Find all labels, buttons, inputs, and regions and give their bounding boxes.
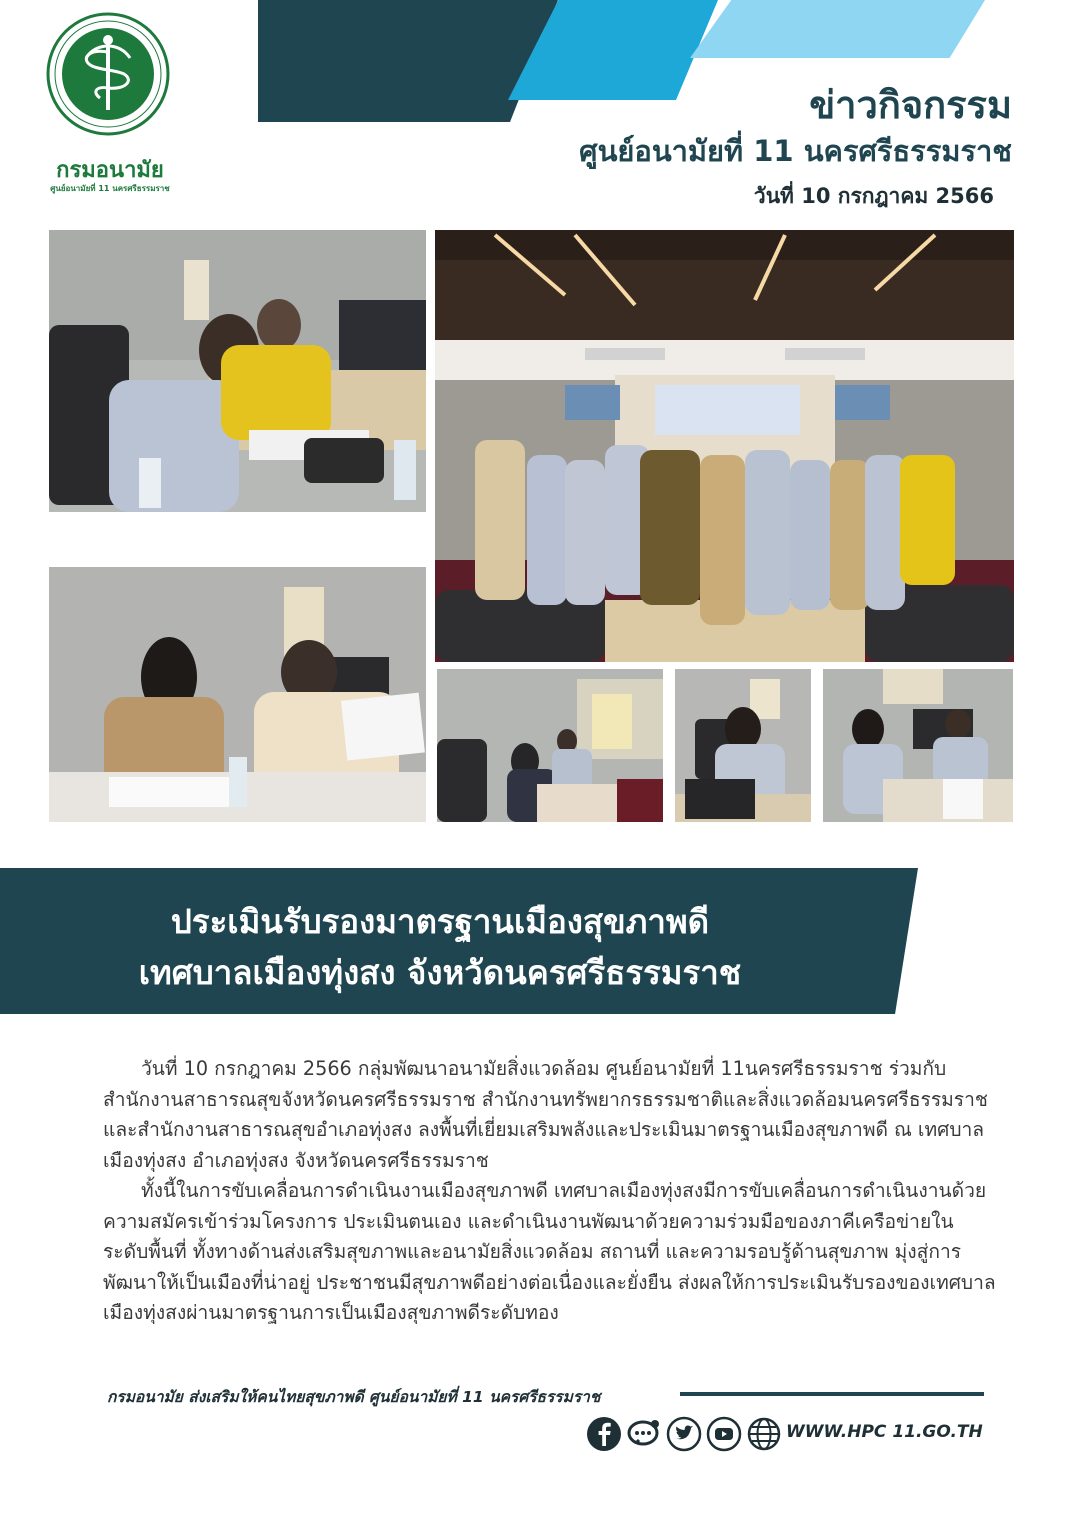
header-band-light <box>690 0 985 58</box>
logo-department-name: กรมอนามัย <box>56 158 164 183</box>
photo-meeting-5 <box>823 669 1013 822</box>
photo-meeting-2 <box>49 567 426 822</box>
youtube-icon[interactable] <box>706 1416 742 1452</box>
website-link[interactable]: WWW.HPC 11.GO.TH <box>786 1422 983 1442</box>
twitter-icon[interactable] <box>666 1416 702 1452</box>
line-icon[interactable] <box>626 1416 662 1452</box>
article-paragraph-2: ทั้งนี้ในการขับเคลื่อนการดำเนินงานเมืองสุขภาพดี เทศบาลเมืองทุ่งสงมีการขับเคลื่อนการดำเนินงานด้วยความสมัครเข้าร่วมโครงการ ประเมินตนเอง และดำเนินงานพัฒนาด้วยความร่วมมือของภาคีเครือข่ายในระดับพื้นที่ ทั้งทางด้านส่งเสริมสุขภาพและอนามัยสิ่งแวดล้อม สถานที่ และความรอบรู้ด้านสุขภาพ มุ่งสู่การพัฒนาให้เป็นเมืองที่น่าอยู่ ประชาชนมีสุขภาพดีอย่างต่อเนื่องและยั่งยืน ส่งผลให้การประเมินรับรองของเทศบาลเมืองทุ่งสงผ่านมาตรฐานการเป็นเมืองสุขภาพดีระดับทอง <box>103 1179 996 1324</box>
photo-meeting-3 <box>437 669 663 822</box>
facebook-icon[interactable] <box>586 1416 622 1452</box>
header-band-dark <box>258 0 558 122</box>
headline-line-1: ประเมินรับรองมาตรฐานเมืองสุขภาพดี <box>170 902 710 941</box>
article-paragraph-1: วันที่ 10 กรกฎาคม 2566 กลุ่มพัฒนาอนามัยสิ่งแวดล้อม ศูนย์อนามัยที่ 11นครศรีธรรมราช ร่วมกับสำนักงานสาธารณสุขจังหวัดนครศรีธรรมราช สำนักงานทรัพยากรธรรมชาติและสิ่งแวดล้อมนครศรีธรรมราช และสำนักงานสาธารณสุขอำเภอทุ่งสง ลงพื้นที่เยี่ยมเสริมพลังและประเมินมาตรฐานเมืองสุขภาพดี ณ เทศบาลเมืองทุ่งสง อำเภอทุ่งสง จังหวัดนครศรีธรรมราช <box>103 1057 988 1172</box>
logo-center-name: ศูนย์อนามัยที่ 11 นครศรีธรรมราช <box>50 184 170 193</box>
photo-group <box>435 230 1014 662</box>
ministry-seal-icon <box>46 12 170 136</box>
footer-slogan: กรมอนามัย ส่งเสริมให้คนไทยสุขภาพดี ศูนย์อนามัยที่ 11 นครศรีธรรมราช <box>107 1388 601 1406</box>
page-title: ข่าวกิจกรรม <box>809 83 1012 127</box>
news-date: วันที่ 10 กรกฎาคม 2566 <box>753 184 994 208</box>
headline-line-2: เทศบาลเมืองทุ่งสง จังหวัดนครศรีธรรมราช <box>138 953 742 992</box>
department-logo <box>40 10 180 193</box>
article-body <box>103 1054 998 1329</box>
photo-meeting-4 <box>675 669 811 822</box>
page-subtitle: ศูนย์อนามัยที่ 11 นครศรีธรรมราช <box>579 134 1012 168</box>
photo-meeting-1 <box>49 230 426 512</box>
globe-icon[interactable] <box>746 1416 782 1452</box>
footer-divider <box>680 1392 984 1396</box>
social-icons <box>586 1414 782 1454</box>
